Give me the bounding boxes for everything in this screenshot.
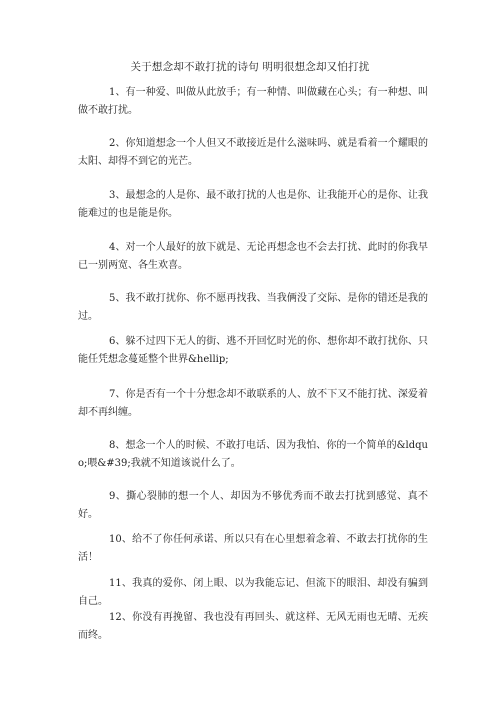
paragraph-8: 8、想念一个人的时候、不敢打电话、因为我怕、你的一个简单的&ldquo;喂&#39;我就不知道该说什么了。 [78, 440, 428, 469]
paragraph-3: 3、最想念的人是你、最不敢打扰的人也是你、让我能开心的是你、让我能难过的也是能是你。 [78, 190, 428, 219]
paragraph-12: 12、你没有再挽留、我也没有再回头、就这样、无风无雨也无晴、无疾而终。 [78, 612, 428, 641]
paragraph-10: 10、给不了你任何承诺、所以只有在心里想着念着、不敢去打扰你的生活！ [78, 534, 428, 563]
paragraph-4: 4、对一个人最好的放下就是、无论再想念也不会去打扰、此时的你我早已一别两宽、各生欢喜。 [78, 242, 428, 271]
paragraph-11: 11、我真的爱你、闭上眼、以为我能忘记、但流下的眼泪、却没有骗到自己。 [78, 578, 428, 607]
document-title: 关于想念却不敢打扰的诗句 明明很想念却又怕打扰 [130, 61, 370, 73]
paragraph-2: 2、你知道想念一个人但又不敢接近是什么滋味吗、就是看着一个耀眼的太阳、却得不到它的光芒。 [78, 138, 428, 167]
paragraph-1: 1、有一种爱、叫做从此放手；有一种情、叫做藏在心头；有一种想、叫做不敢打扰。 [78, 87, 428, 116]
paragraph-5: 5、我不敢打扰你、你不愿再找我、当我俩没了交际、是你的错还是我的过。 [78, 293, 428, 322]
paragraph-9: 9、撕心裂肺的想一个人、却因为不够优秀而不敢去打扰到感觉、真不好。 [78, 491, 428, 520]
paragraph-6: 6、躲不过四下无人的街、逃不开回忆时光的你、想你却不敢打扰你、只能任凭想念蔓延整个世界&hellip; [78, 336, 428, 365]
paragraph-7: 7、你是否有一个十分想念却不敢联系的人、放不下又不能打扰、深爱着却不再纠缠。 [78, 389, 428, 418]
